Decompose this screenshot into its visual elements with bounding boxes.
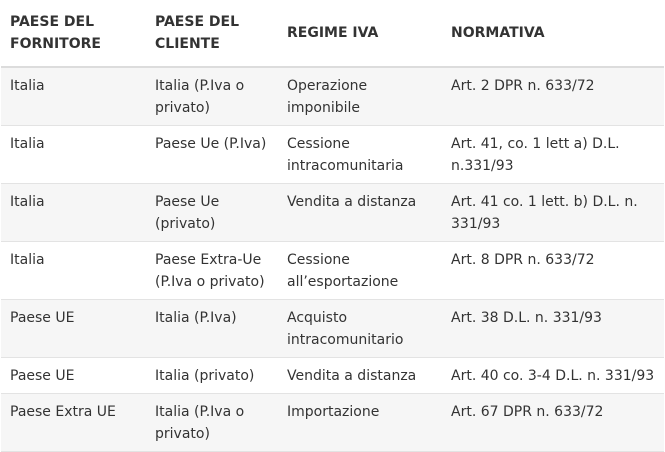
cell-customer-country: Italia (privato) — [146, 358, 278, 394]
cell-regulation: Art. 38 D.L. n. 331/93 — [442, 300, 664, 358]
cell-supplier-country: Italia — [1, 242, 146, 300]
header-supplier-country: PAESE DEL FORNITORE — [1, 0, 146, 67]
header-row — [1, 0, 664, 67]
cell-customer-country: Paese Ue (P.Iva) — [146, 126, 278, 184]
cell-regulation: Art. 8 DPR n. 633/72 — [442, 242, 664, 300]
table-row — [1, 358, 664, 394]
cell-supplier-country: Paese Extra UE — [1, 394, 146, 452]
cell-vat-regime: Importazione — [278, 394, 442, 452]
header-vat-regime: REGIME IVA — [278, 0, 442, 67]
cell-supplier-country: Paese UE — [1, 358, 146, 394]
cell-supplier-country: Paese UE — [1, 300, 146, 358]
table-header — [1, 0, 664, 67]
cell-regulation: Art. 41, co. 1 lett a) D.L. n.331/93 — [442, 126, 664, 184]
table-row — [1, 242, 664, 300]
cell-customer-country: Italia (P.Iva o privato) — [146, 394, 278, 452]
header-regulation: NORMATIVA — [442, 0, 664, 67]
table-row — [1, 394, 664, 452]
cell-customer-country: Paese Extra-Ue (P.Iva o privato) — [146, 242, 278, 300]
table-row — [1, 126, 664, 184]
cell-customer-country: Paese Ue (privato) — [146, 184, 278, 242]
table-body — [1, 67, 664, 452]
cell-vat-regime: Vendita a distanza — [278, 358, 442, 394]
cell-vat-regime: Operazione imponibile — [278, 67, 442, 126]
cell-supplier-country: Italia — [1, 126, 146, 184]
vat-regime-table — [1, 0, 664, 452]
header-customer-country: PAESE DEL CLIENTE — [146, 0, 278, 67]
cell-vat-regime: Cessione intracomunitaria — [278, 126, 442, 184]
table-row — [1, 300, 664, 358]
cell-vat-regime: Cessione all’esportazione — [278, 242, 442, 300]
cell-regulation: Art. 41 co. 1 lett. b) D.L. n. 331/93 — [442, 184, 664, 242]
cell-vat-regime: Vendita a distanza — [278, 184, 442, 242]
cell-regulation: Art. 40 co. 3-4 D.L. n. 331/93 — [442, 358, 664, 394]
table-row — [1, 184, 664, 242]
cell-customer-country: Italia (P.Iva) — [146, 300, 278, 358]
table-row — [1, 67, 664, 126]
cell-regulation: Art. 2 DPR n. 633/72 — [442, 67, 664, 126]
cell-regulation: Art. 67 DPR n. 633/72 — [442, 394, 664, 452]
cell-vat-regime: Acquisto intracomunitario — [278, 300, 442, 358]
cell-customer-country: Italia (P.Iva o privato) — [146, 67, 278, 126]
cell-supplier-country: Italia — [1, 184, 146, 242]
cell-supplier-country: Italia — [1, 67, 146, 126]
